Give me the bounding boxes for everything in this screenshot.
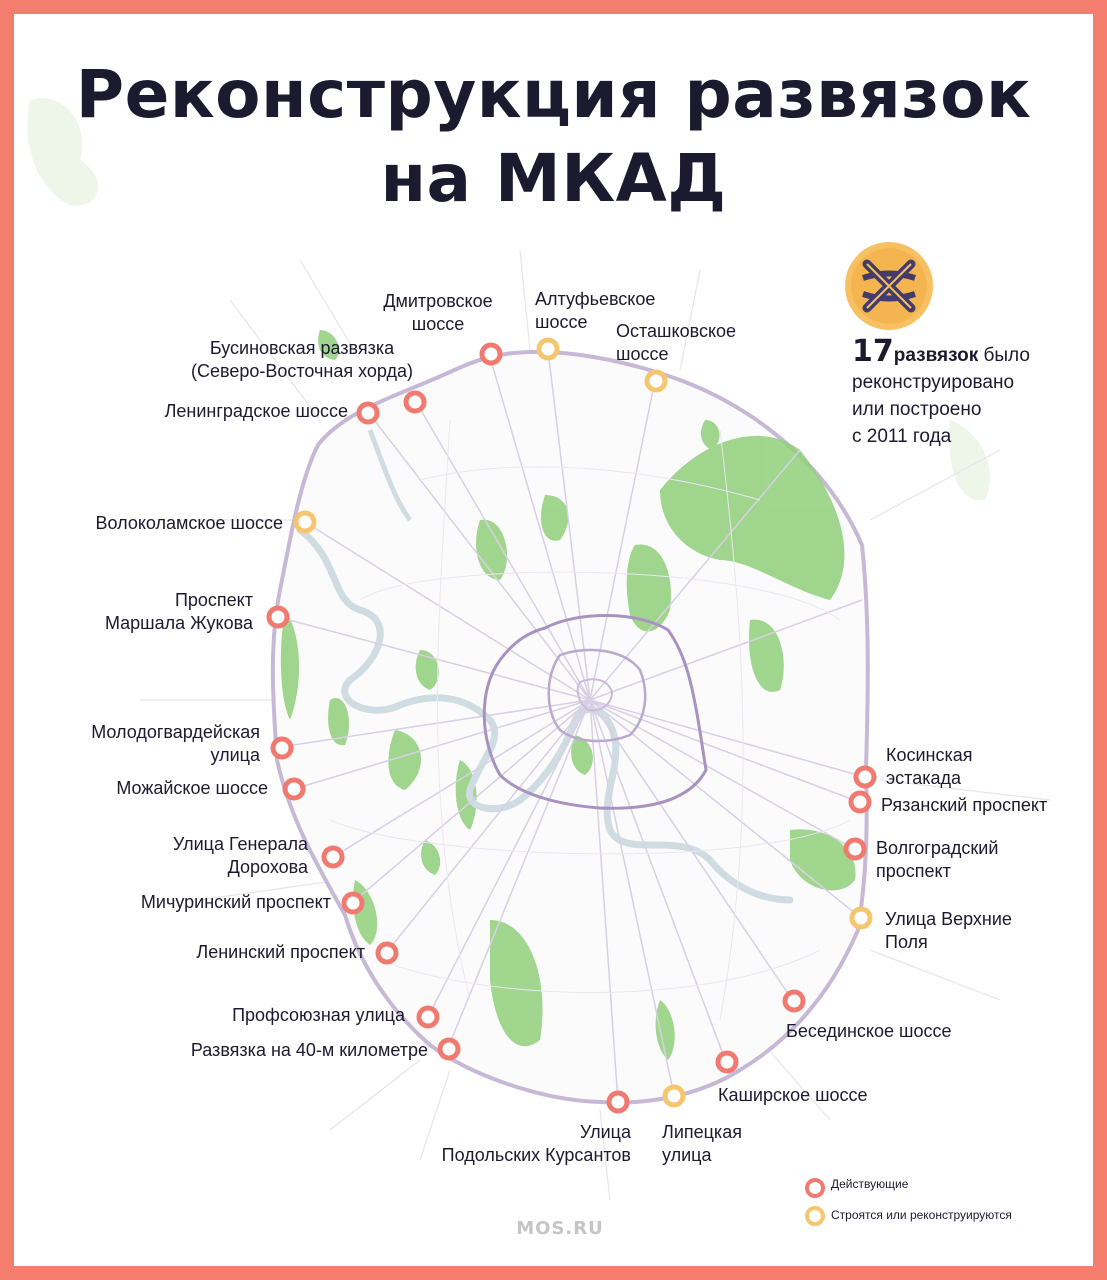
label-text: Алтуфьевское шоссе	[535, 289, 656, 332]
label-text: Ленинградское шоссе	[164, 401, 348, 421]
label-besedinskoe	[786, 1020, 952, 1043]
interchange-marker[interactable]	[419, 1008, 437, 1026]
interchange-marker[interactable]	[359, 404, 377, 422]
interchange-marker[interactable]	[539, 340, 557, 358]
label-verkhnie-polya	[885, 908, 1012, 954]
label-ostashkovskoe	[616, 320, 736, 366]
label-volgogradsky	[876, 837, 998, 883]
page-title-line-2: на МКАД	[380, 140, 727, 217]
stat-block	[852, 334, 1030, 450]
interchange-marker[interactable]	[285, 780, 303, 798]
label-text: Профсоюзная улица	[232, 1005, 405, 1025]
stat-line-2: реконструировано	[852, 372, 1015, 393]
interchange-marker[interactable]	[856, 768, 874, 786]
label-kosinskaya	[886, 744, 973, 790]
interchange-marker[interactable]	[846, 840, 864, 858]
label-profsoyuznaya	[150, 1004, 405, 1027]
label-text: Мичуринский проспект	[140, 892, 331, 912]
label-text: Бусиновская развязка (Северо-Восточная хорда)	[190, 338, 414, 381]
legend-operating-dot	[805, 1178, 825, 1198]
label-molodogvardeyskaya	[40, 721, 260, 767]
interchange-marker[interactable]	[718, 1053, 736, 1071]
stat-line-4: с 2011 года	[852, 426, 952, 447]
interchange-marker[interactable]	[609, 1093, 627, 1111]
label-text: Дмитровское шоссе	[383, 291, 493, 334]
stat-line-3: или построено	[852, 399, 982, 420]
label-michurinsky	[60, 891, 331, 914]
label-text: Молодогвардейская улица	[91, 722, 260, 765]
interchange-marker[interactable]	[344, 894, 362, 912]
label-text: Волоколамское шоссе	[95, 513, 283, 533]
label-generala-dorokhova	[100, 833, 308, 879]
interchange-marker[interactable]	[665, 1087, 683, 1105]
label-40km	[130, 1039, 428, 1062]
interchange-marker[interactable]	[482, 345, 500, 363]
label-volokolamskoe	[40, 512, 283, 535]
stat-rest: было	[983, 345, 1030, 366]
legend-under-construction-label: Строятся или реконструируются	[831, 1208, 1012, 1222]
label-text: Можайское шоссе	[116, 778, 268, 798]
label-leninsky	[100, 941, 365, 964]
interchange-marker[interactable]	[851, 793, 869, 811]
label-text: Улица Верхние Поля	[885, 909, 1012, 952]
label-leningradskoe	[100, 400, 348, 423]
stat-word: развязок	[893, 345, 979, 366]
label-mozhayskoe	[40, 777, 268, 800]
label-ryazansky	[881, 794, 1047, 817]
label-kashirskoe	[718, 1084, 868, 1107]
label-podolskikh-kursantov	[380, 1121, 631, 1167]
interchange-marker[interactable]	[440, 1040, 458, 1058]
legend-under-construction-dot	[805, 1206, 825, 1226]
label-text: Развязка на 40-м километре	[190, 1040, 428, 1060]
label-businovskaya	[168, 337, 436, 383]
label-text: Проспект Маршала Жукова	[104, 590, 253, 633]
label-lipetskaya	[662, 1121, 742, 1167]
legend-operating-label: Действующие	[831, 1177, 909, 1191]
label-text: Осташковское шоссе	[616, 321, 737, 364]
interchange-marker[interactable]	[324, 848, 342, 866]
page-title-line-1: Реконструкция развязок	[75, 56, 1032, 133]
label-text: Улица Подольских Курсантов	[441, 1122, 631, 1165]
label-text: Ленинский проспект	[196, 942, 365, 962]
interchange-marker[interactable]	[296, 513, 314, 531]
label-text: Улица Генерала Дорохова	[172, 834, 308, 877]
label-text: Каширское шоссе	[718, 1085, 868, 1105]
highway-interchange-icon	[845, 242, 933, 330]
stat-line-1	[852, 334, 1030, 369]
label-dmitrovskoe	[368, 290, 508, 336]
stat-number: 17	[852, 334, 894, 369]
interchange-marker[interactable]	[269, 608, 287, 626]
label-text: Косинская эстакада	[886, 745, 973, 788]
interchange-marker[interactable]	[378, 944, 396, 962]
interchange-marker[interactable]	[406, 393, 424, 411]
interchange-marker[interactable]	[647, 372, 665, 390]
label-marshala-zhukova	[40, 589, 253, 635]
label-text: Бесединское шоссе	[786, 1021, 952, 1041]
interchange-marker[interactable]	[852, 909, 870, 927]
interchange-marker[interactable]	[273, 739, 291, 757]
footer-logo: MOS.RU	[516, 1218, 604, 1239]
interchange-marker[interactable]	[785, 992, 803, 1010]
label-text: Липецкая улица	[662, 1122, 742, 1165]
label-text: Рязанский проспект	[881, 795, 1048, 815]
label-text: Волгоградский проспект	[876, 838, 999, 881]
